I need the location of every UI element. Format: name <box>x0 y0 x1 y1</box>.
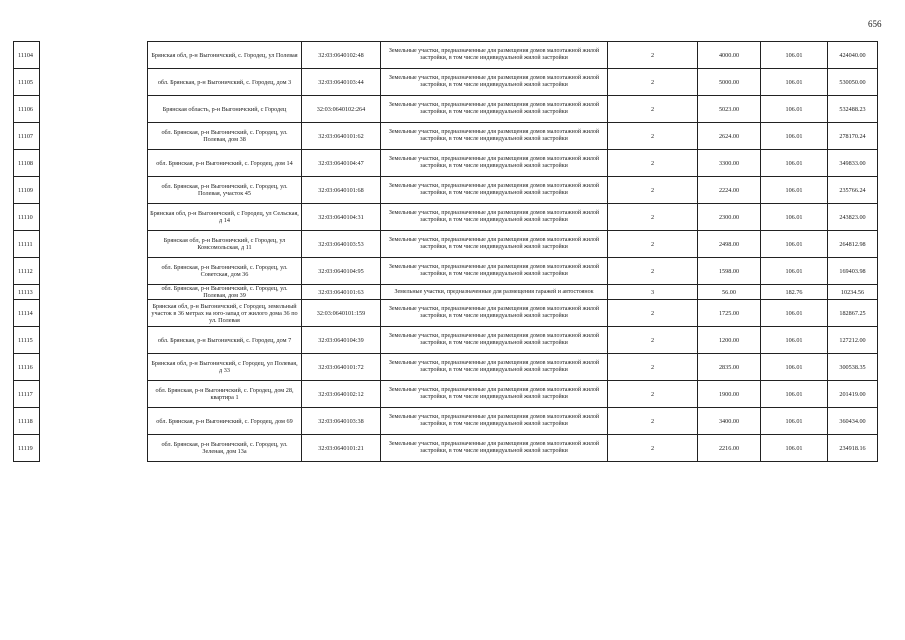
cadastral-value-cell: 127212.00 <box>828 327 878 354</box>
table-row <box>14 354 878 381</box>
row-id-cell: 11112 <box>14 258 40 285</box>
land-use-cell: Земельные участки, предназначенные для размещения домов малоэтажной жилой застройки, в том числе индивидуальной жилой застройки <box>381 204 608 231</box>
land-use-cell: Земельные участки, предназначенные для размещения домов малоэтажной жилой застройки, в том числе индивидуальной жилой застройки <box>381 231 608 258</box>
address-cell: обл. Брянская, р-н Выгоничский, с. Городец, ул. Полевая, участок 45 <box>148 177 302 204</box>
specific-value-cell: 106.01 <box>761 354 828 381</box>
row-id-cell: 11110 <box>14 204 40 231</box>
spacer-cell <box>40 381 148 408</box>
row-id-cell: 11115 <box>14 327 40 354</box>
area-cell: 2216.00 <box>698 435 761 462</box>
land-use-cell: Земельные участки, предназначенные для размещения домов малоэтажной жилой застройки, в том числе индивидуальной жилой застройки <box>381 300 608 327</box>
spacer-cell <box>40 285 148 300</box>
specific-value-cell: 106.01 <box>761 300 828 327</box>
group-cell: 2 <box>608 177 698 204</box>
spacer-cell <box>40 204 148 231</box>
cadastral-value-cell: 264812.98 <box>828 231 878 258</box>
cadastral-value-cell: 182867.25 <box>828 300 878 327</box>
group-cell: 3 <box>608 285 698 300</box>
row-id-cell: 11107 <box>14 123 40 150</box>
cadastral-number-cell: 32:03:0640104:47 <box>302 150 381 177</box>
cadastral-value-cell: 10234.56 <box>828 285 878 300</box>
row-id-cell: 11113 <box>14 285 40 300</box>
group-cell: 2 <box>608 258 698 285</box>
area-cell: 56.00 <box>698 285 761 300</box>
cadastral-number-cell: 32:03:0640103:44 <box>302 69 381 96</box>
land-use-cell: Земельные участки, предназначенные для размещения домов малоэтажной жилой застройки, в том числе индивидуальной жилой застройки <box>381 408 608 435</box>
group-cell: 2 <box>608 69 698 96</box>
cadastral-number-cell: 32:03:0640101:68 <box>302 177 381 204</box>
area-cell: 3400.00 <box>698 408 761 435</box>
address-cell: Брянская обл, р-н Выгоничский, с Городец, ул Полевая, д 33 <box>148 354 302 381</box>
spacer-cell <box>40 435 148 462</box>
page-number: 656 <box>868 19 882 29</box>
cadastral-value-cell: 349833.00 <box>828 150 878 177</box>
address-cell: Брянская обл, р-н Выгоничский, с. Городец, ул Полевая <box>148 42 302 69</box>
area-cell: 2300.00 <box>698 204 761 231</box>
table-row <box>14 42 878 69</box>
land-use-cell: Земельные участки, предназначенные для размещения домов малоэтажной жилой застройки, в том числе индивидуальной жилой застройки <box>381 435 608 462</box>
land-use-cell: Земельные участки, предназначенные для размещения домов малоэтажной жилой застройки, в том числе индивидуальной жилой застройки <box>381 150 608 177</box>
specific-value-cell: 106.01 <box>761 177 828 204</box>
row-id-cell: 11119 <box>14 435 40 462</box>
cadastral-number-cell: 32:03:0640103:38 <box>302 408 381 435</box>
group-cell: 2 <box>608 408 698 435</box>
row-id-cell: 11116 <box>14 354 40 381</box>
row-id-cell: 11114 <box>14 300 40 327</box>
specific-value-cell: 106.01 <box>761 96 828 123</box>
table-row <box>14 381 878 408</box>
group-cell: 2 <box>608 381 698 408</box>
group-cell: 2 <box>608 327 698 354</box>
spacer-cell <box>40 96 148 123</box>
area-cell: 3300.00 <box>698 150 761 177</box>
spacer-cell <box>40 123 148 150</box>
address-cell: Брянская обл, р-н Выгоничский, с Городец, земельный участок в 36 метрах на юго-запад от жилого дома 36 по ул. Полевая <box>148 300 302 327</box>
address-cell: Брянская обл, р-н Выгоничский, с Городец, ул Комсомольская, д 11 <box>148 231 302 258</box>
land-use-cell: Земельные участки, предназначенные для размещения домов малоэтажной жилой застройки, в том числе индивидуальной жилой застройки <box>381 327 608 354</box>
cadastral-value-cell: 530050.00 <box>828 69 878 96</box>
cadastral-value-table <box>13 41 878 462</box>
specific-value-cell: 106.01 <box>761 408 828 435</box>
table-row <box>14 231 878 258</box>
land-use-cell: Земельные участки, предназначенные для размещения домов малоэтажной жилой застройки, в том числе индивидуальной жилой застройки <box>381 177 608 204</box>
cadastral-value-cell: 278170.24 <box>828 123 878 150</box>
specific-value-cell: 106.01 <box>761 123 828 150</box>
specific-value-cell: 106.01 <box>761 69 828 96</box>
table-row <box>14 327 878 354</box>
spacer-cell <box>40 258 148 285</box>
cadastral-value-cell: 424040.00 <box>828 42 878 69</box>
specific-value-cell: 106.01 <box>761 150 828 177</box>
address-cell: обл. Брянская, р-н Выгоничский, с. Городец, дом 28, квартира 1 <box>148 381 302 408</box>
group-cell: 2 <box>608 123 698 150</box>
specific-value-cell: 106.01 <box>761 258 828 285</box>
cadastral-value-cell: 360434.00 <box>828 408 878 435</box>
area-cell: 1598.00 <box>698 258 761 285</box>
row-id-cell: 11105 <box>14 69 40 96</box>
address-cell: обл. Брянская, р-н Выгоничский, с. Городец, дом 14 <box>148 150 302 177</box>
address-cell: обл. Брянская, р-н Выгоничский, с. Городец, ул. Полевая, дом 38 <box>148 123 302 150</box>
cadastral-number-cell: 32:03:0640104:95 <box>302 258 381 285</box>
cadastral-value-cell: 532488.23 <box>828 96 878 123</box>
area-cell: 4000.00 <box>698 42 761 69</box>
area-cell: 1725.00 <box>698 300 761 327</box>
spacer-cell <box>40 327 148 354</box>
row-id-cell: 11109 <box>14 177 40 204</box>
cadastral-number-cell: 32:03:0640104:39 <box>302 327 381 354</box>
specific-value-cell: 106.01 <box>761 204 828 231</box>
area-cell: 2835.00 <box>698 354 761 381</box>
land-use-cell: Земельные участки, предназначенные для размещения домов малоэтажной жилой застройки, в том числе индивидуальной жилой застройки <box>381 69 608 96</box>
cadastral-value-cell: 300538.35 <box>828 354 878 381</box>
cadastral-value-cell: 235766.24 <box>828 177 878 204</box>
table-row <box>14 150 878 177</box>
address-cell: обл. Брянская, р-н Выгоничский, с. Городец, дом 3 <box>148 69 302 96</box>
land-use-cell: Земельные участки, предназначенные для размещения домов малоэтажной жилой застройки, в том числе индивидуальной жилой застройки <box>381 42 608 69</box>
land-use-cell: Земельные участки, предназначенные для размещения домов малоэтажной жилой застройки, в том числе индивидуальной жилой застройки <box>381 96 608 123</box>
spacer-cell <box>40 150 148 177</box>
land-use-cell: Земельные участки, предназначенные для размещения домов малоэтажной жилой застройки, в том числе индивидуальной жилой застройки <box>381 354 608 381</box>
table-row <box>14 300 878 327</box>
group-cell: 2 <box>608 150 698 177</box>
table-row <box>14 435 878 462</box>
area-cell: 5023.00 <box>698 96 761 123</box>
area-cell: 2224.00 <box>698 177 761 204</box>
table-row <box>14 177 878 204</box>
address-cell: обл. Брянская, р-н Выгоничский, с. Городец, дом 69 <box>148 408 302 435</box>
group-cell: 2 <box>608 435 698 462</box>
spacer-cell <box>40 177 148 204</box>
spacer-cell <box>40 354 148 381</box>
cadastral-value-cell: 243823.00 <box>828 204 878 231</box>
specific-value-cell: 106.01 <box>761 327 828 354</box>
cadastral-number-cell: 32:03:0640103:53 <box>302 231 381 258</box>
area-cell: 5000.00 <box>698 69 761 96</box>
cadastral-value-cell: 234918.16 <box>828 435 878 462</box>
area-cell: 2498.00 <box>698 231 761 258</box>
specific-value-cell: 106.01 <box>761 42 828 69</box>
spacer-cell <box>40 408 148 435</box>
table-row <box>14 96 878 123</box>
area-cell: 2624.00 <box>698 123 761 150</box>
land-use-cell: Земельные участки, предназначенные для размещения домов малоэтажной жилой застройки, в том числе индивидуальной жилой застройки <box>381 123 608 150</box>
group-cell: 2 <box>608 354 698 381</box>
cadastral-number-cell: 32:03:0640101:21 <box>302 435 381 462</box>
spacer-cell <box>40 69 148 96</box>
address-cell: обл. Брянская, р-н Выгоничский, с. Городец, ул. Полевая, дом 39 <box>148 285 302 300</box>
row-id-cell: 11104 <box>14 42 40 69</box>
address-cell: Брянская обл, р-н Выгоничский, с Городец, ул Сельская, д 14 <box>148 204 302 231</box>
table-row <box>14 69 878 96</box>
group-cell: 2 <box>608 96 698 123</box>
cadastral-number-cell: 32:03:0640101:159 <box>302 300 381 327</box>
land-use-cell: Земельные участки, предназначенные для размещения домов малоэтажной жилой застройки, в том числе индивидуальной жилой застройки <box>381 381 608 408</box>
address-cell: обл. Брянская, р-н Выгоничский, с. Городец, ул. Зеленая, дом 13а <box>148 435 302 462</box>
address-cell: обл. Брянская, р-н Выгоничский, с. Городец, дом 7 <box>148 327 302 354</box>
address-cell: Брянская область, р-н Выгоничский, с Городец <box>148 96 302 123</box>
land-use-cell: Земельные участки, предназначенные для размещения домов малоэтажной жилой застройки, в том числе индивидуальной жилой застройки <box>381 258 608 285</box>
cadastral-number-cell: 32:03:0640102:48 <box>302 42 381 69</box>
cadastral-number-cell: 32:03:0640102:12 <box>302 381 381 408</box>
row-id-cell: 11108 <box>14 150 40 177</box>
specific-value-cell: 182.76 <box>761 285 828 300</box>
row-id-cell: 11111 <box>14 231 40 258</box>
row-id-cell: 11118 <box>14 408 40 435</box>
group-cell: 2 <box>608 300 698 327</box>
table-row <box>14 258 878 285</box>
area-cell: 1900.00 <box>698 381 761 408</box>
table-row <box>14 285 878 300</box>
area-cell: 1200.00 <box>698 327 761 354</box>
cadastral-number-cell: 32:03:0640101:62 <box>302 123 381 150</box>
group-cell: 2 <box>608 231 698 258</box>
row-id-cell: 11106 <box>14 96 40 123</box>
cadastral-number-cell: 32:03:0640101:63 <box>302 285 381 300</box>
land-use-cell: Земельные участки, предназначенные для размещения гаражей и автостоянок <box>381 285 608 300</box>
table-body <box>14 42 878 462</box>
spacer-cell <box>40 231 148 258</box>
cadastral-value-cell: 201419.00 <box>828 381 878 408</box>
spacer-cell <box>40 300 148 327</box>
row-id-cell: 11117 <box>14 381 40 408</box>
cadastral-number-cell: 32:03:0640101:72 <box>302 354 381 381</box>
specific-value-cell: 106.01 <box>761 435 828 462</box>
table-row <box>14 123 878 150</box>
table-row <box>14 204 878 231</box>
address-cell: обл. Брянская, р-н Выгоничский, с. Городец, ул. Советская, дом 36 <box>148 258 302 285</box>
group-cell: 2 <box>608 42 698 69</box>
spacer-cell <box>40 42 148 69</box>
table-row <box>14 408 878 435</box>
cadastral-value-cell: 169403.98 <box>828 258 878 285</box>
specific-value-cell: 106.01 <box>761 381 828 408</box>
cadastral-number-cell: 32:03:0640104:31 <box>302 204 381 231</box>
cadastral-number-cell: 32:03:0640102:264 <box>302 96 381 123</box>
group-cell: 2 <box>608 204 698 231</box>
specific-value-cell: 106.01 <box>761 231 828 258</box>
